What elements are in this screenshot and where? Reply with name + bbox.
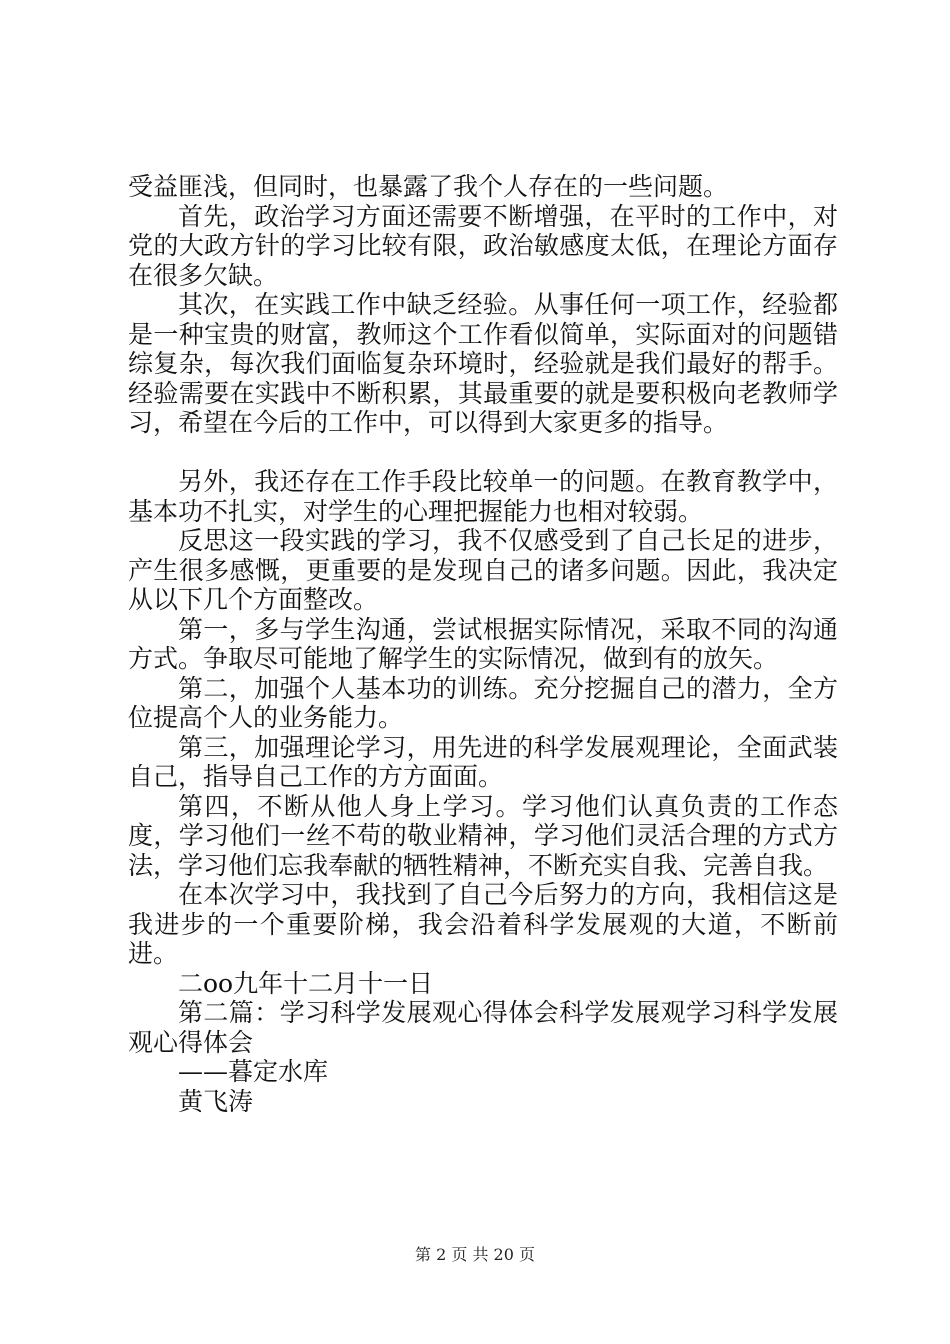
paragraph-spacer [128,438,838,468]
document-body [128,172,838,1116]
paragraph-3: 其次，在实践工作中缺乏经验。从事任何一项工作，经验都是一种宝贵的财富，教师这个工作看似简单，实际面对的问题错综复杂，每次我们面临复杂环境时，经验就是我们最好的帮手。经验需要在实践中不断积累，其最重要的就是要积极向老教师学习，希望在今后的工作中，可以得到大家更多的指导。 [128,290,838,437]
paragraph-8: 第三，加强理论学习，用先进的科学发展观理论，全面武装自己，指导自己工作的方方面面。 [128,732,838,791]
paragraph-2: 首先，政治学习方面还需要不断增强，在平时的工作中，对党的大政方针的学习比较有限，政治敏感度太低，在理论方面存在很多欠缺。 [128,201,838,290]
page-number-footer: 第 2 页 共 20 页 [415,1245,535,1264]
paragraph-5: 反思这一段实践的学习，我不仅感受到了自己长足的进步，产生很多感慨，更重要的是发现自己的诸多问题。因此，我决定从以下几个方面整改。 [128,526,838,614]
author-name: 黄飞涛 [178,1086,254,1116]
paragraph-10: 在本次学习中，我找到了自己今后努力的方向，我相信这是我进步的一个重要阶梯，我会沿着科学发展观的大道，不断前进。 [128,880,838,968]
paragraph-6: 第一，多与学生沟通，尝试根据实际情况，采取不同的沟通方式。争取尽可能地了解学生的实际情况，做到有的放矢。 [128,614,838,673]
paragraph-4: 另外，我还存在工作手段比较单一的问题。在教育教学中，基本功不扎实，对学生的心理把握能力也相对较弱。 [128,467,838,526]
paragraph-7: 第二，加强个人基本功的训练。充分挖掘自己的潜力，全方位提高个人的业务能力。 [128,673,838,732]
paragraph-1: 受益匪浅，但同时，也暴露了我个人存在的一些问题。 [128,172,729,201]
paragraph-9: 第四，不断从他人身上学习。学习他们认真负责的工作态度，学习他们一丝不苟的敬业精神，学习他们灵活合理的方式方法，学习他们忘我奉献的牺牲精神，不断充实自我、完善自我。 [128,791,838,880]
date-line: 二oo九年十二月十一日 [178,968,434,998]
section-subtitle: ——暮定水库 [178,1057,329,1086]
section-title: 第二篇：学习科学发展观心得体会科学发展观学习科学发展观心得体会 [128,998,838,1057]
